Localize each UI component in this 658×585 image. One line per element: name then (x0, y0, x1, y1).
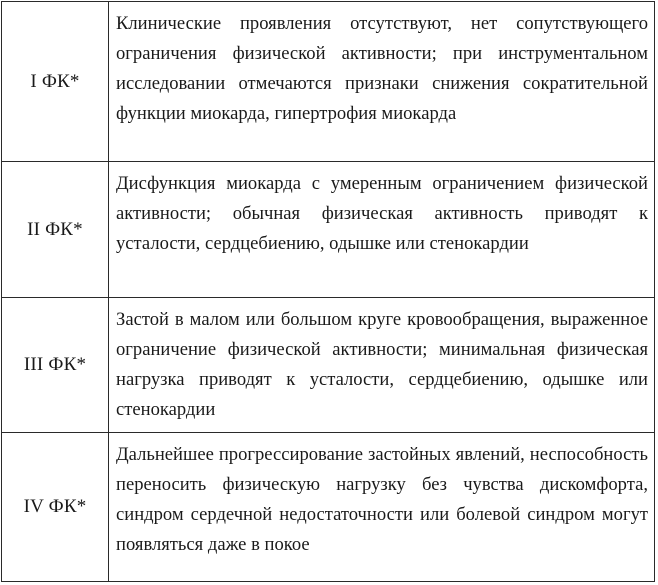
table-row-2-description: Дисфункция миокарда с умеренным ограничением физической активности; обычная физическая активность приводят к усталости, сердцебиению, одышке или стенокардии (109, 162, 654, 298)
table-row-4-class: IV ФК* (2, 433, 109, 581)
table-row-1-description: Клинические проявления отсутствуют, нет сопутствующего ограничения физической активности; при инструментальном исследовании отмечаются признаки снижения сократительной функции миокарда, гипертрофия миокарда (109, 2, 654, 162)
table-row-3-class: III ФК* (2, 298, 109, 433)
table-row-3-description: Застой в малом или большом круге кровообращения, выраженное ограничение физической активности; минимальная физическая нагрузка приводят к усталости, сердцебиению, одышке или стенокардии (109, 298, 654, 433)
table-row-4-description: Дальнейшее прогрессирование застойных явлений, неспособность переносить физическую нагрузку без чувства дискомфорта, синдром сердечной недостаточности или болевой синдром могут появляться даже в покое (116, 444, 648, 555)
table-row-2-class: II ФК* (2, 162, 109, 298)
table-row-1-class: I ФК* (2, 2, 109, 162)
functional-class-table (1, 1, 655, 582)
